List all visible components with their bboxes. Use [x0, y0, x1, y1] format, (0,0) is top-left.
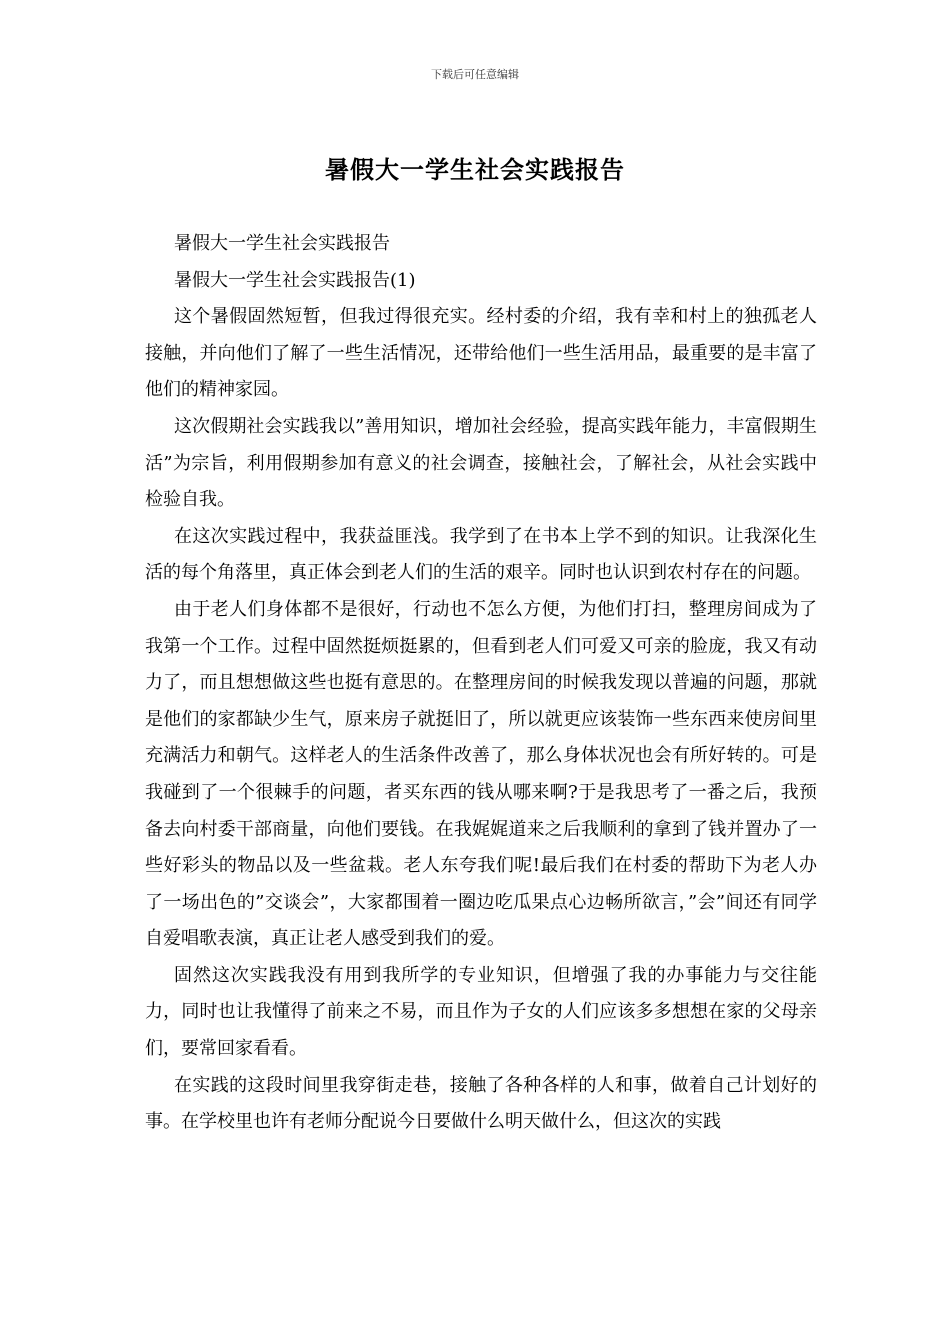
document-title: 暑假大一学生社会实践报告 — [325, 155, 625, 184]
paragraph: 这次假期社会实践我以”善用知识，增加社会经验，提高实践年能力，丰富假期生活”为宗旨，利用假期参加有意义的社会调查，接触社会，了解社会，从社会实践中检验自我。 — [145, 415, 817, 511]
paragraph: 在实践的这段时间里我穿街走巷，接触了各种各样的人和事，做着自己计划好的事。在学校里也许有老师分配说今日要做什么明天做什么，但这次的实践 — [145, 1074, 817, 1133]
header-note: 下载后可任意编辑 — [431, 68, 519, 81]
paragraph: 暑假大一学生社会实践报告(1) — [174, 269, 416, 291]
paragraph: 由于老人们身体都不是很好，行动也不怎么方便，为他们打扫，整理房间成为了我第一个工作。过程中固然挺烦挺累的，但看到老人们可爱又可亲的脸庞，我又有动力了，而且想想做这些也挺有意思的。在整理房间的时候我发现以普遍的问题，那就是他们的家都缺少生气，原来房子就挺旧了，所以就更应该装饰一些东西来使房间里充满活力和朝气。这样老人的生活条件改善了，那么身体状况也会有所好转的。可是我碰到了一个很棘手的问题，者买东西的钱从哪来啊?于是我思考了一番之后，我预备去向村委干部商量，向他们要钱。在我娓娓道来之后我顺利的拿到了钱并置办了一些好彩头的物品以及一些盆栽。老人东夸我们呢!最后我们在村委的帮助下为老人办了一场出色的”交谈会”，大家都围着一圈边吃瓜果点心边畅所欲言，”会”间还有同学自爱唱歌表演，真正让老人感受到我们的爱。 — [145, 598, 817, 950]
paragraph: 这个暑假固然短暂，但我过得很充实。经村委的介绍，我有幸和村上的独孤老人接触，并向他们了解了一些生活情况，还带给他们一些生活用品，最重要的是丰富了他们的精神家园。 — [145, 306, 817, 401]
paragraph: 在这次实践过程中，我获益匪浅。我学到了在书本上学不到的知识。让我深化生活的每个角落里，真正体会到老人们的生活的艰辛。同时也认识到农村存在的问题。 — [145, 525, 817, 584]
paragraph: 固然这次实践我没有用到我所学的专业知识，但增强了我的办事能力与交往能力，同时也让我懂得了前来之不易，而且作为子女的人们应该多多想想在家的父母亲们，要常回家看看。 — [145, 964, 817, 1060]
paragraph: 暑假大一学生社会实践报告 — [174, 233, 390, 254]
document-body — [145, 226, 817, 1141]
